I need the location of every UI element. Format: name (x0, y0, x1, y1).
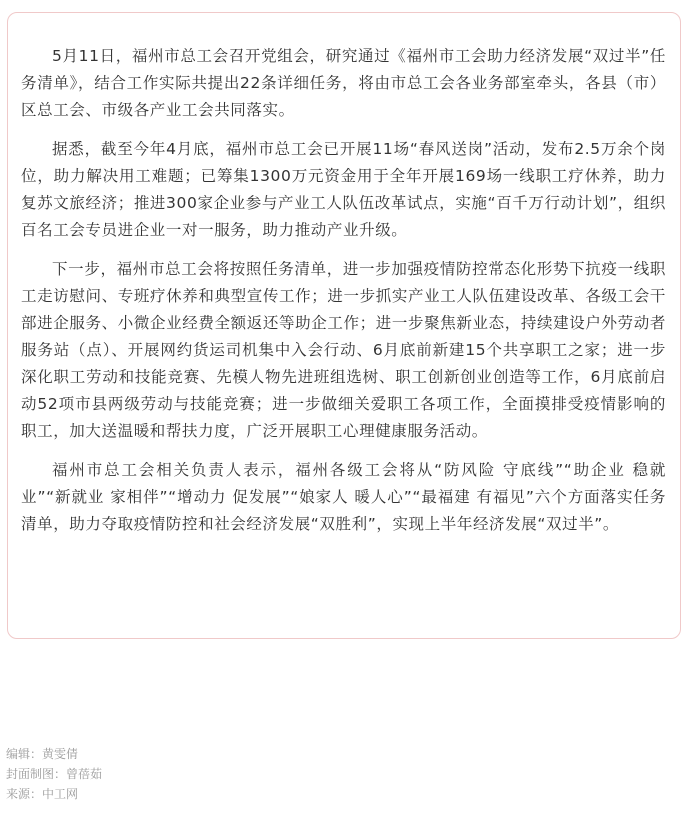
credits (6, 744, 102, 804)
article-paragraph-3: 下一步，福州市总工会将按照任务清单，进一步加强疫情防控常态化形势下抗疫一线职工走访慰问、专班疗休养和典型宣传工作；进一步抓实产业工人队伍建设改革、各级工会干部进企服务、小微企业经费全额返还等助企工作；进一步聚焦新业态，持续建设户外劳动者服务站（点）、开展网约货运司机集中入会行动、6月底前新建15个共享职工之家；进一步深化职工劳动和技能竞赛、先模人物先进班组选树、职工创新创业创造等工作，6月底前启动52项市县两级劳动与技能竞赛；进一步做细关爱职工各项工作，全面摸排受疫情影响的职工，加大送温暖和帮扶力度，广泛开展职工心理健康服务活动。 (21, 260, 666, 440)
article-paragraph-2: 据悉，截至今年4月底，福州市总工会已开展11场“春风送岗”活动，发布2.5万余个岗位，助力解决用工难题；已筹集1300万元资金用于全年开展169场一线职工疗休养，助力复苏文旅经济；推进300家企业参与产业工人队伍改革试点，实施“百千万行动计划”，组织百名工会专员进企业一对一服务，助力推动产业升级。 (21, 140, 666, 239)
article-paragraph-1: 5月11日，福州市总工会召开党组会，研究通过《福州市工会助力经济发展“双过半”任务清单》，结合工作实际共提出22条详细任务，将由市总工会各业务部室牵头，各县（市）区总工会、市级各产业工会共同落实。 (21, 47, 666, 119)
article-paragraph-4: 福州市总工会相关负责人表示，福州各级工会将从“防风险 守底线”“助企业 稳就业”“新就业 家相伴”“增动力 促发展”“娘家人 暖人心”“最福建 有福见”六个方面落实任务清单，助力夺取疫情防控和社会经济发展“双胜利”，实现上半年经济发展“双过半”。 (21, 461, 666, 533)
article-card (7, 12, 681, 639)
credit-cover: 封面制图：曾蓓茹 (6, 767, 103, 781)
credit-source: 来源：中工网 (6, 787, 79, 801)
credit-editor: 编辑：黄雯倩 (6, 747, 79, 761)
